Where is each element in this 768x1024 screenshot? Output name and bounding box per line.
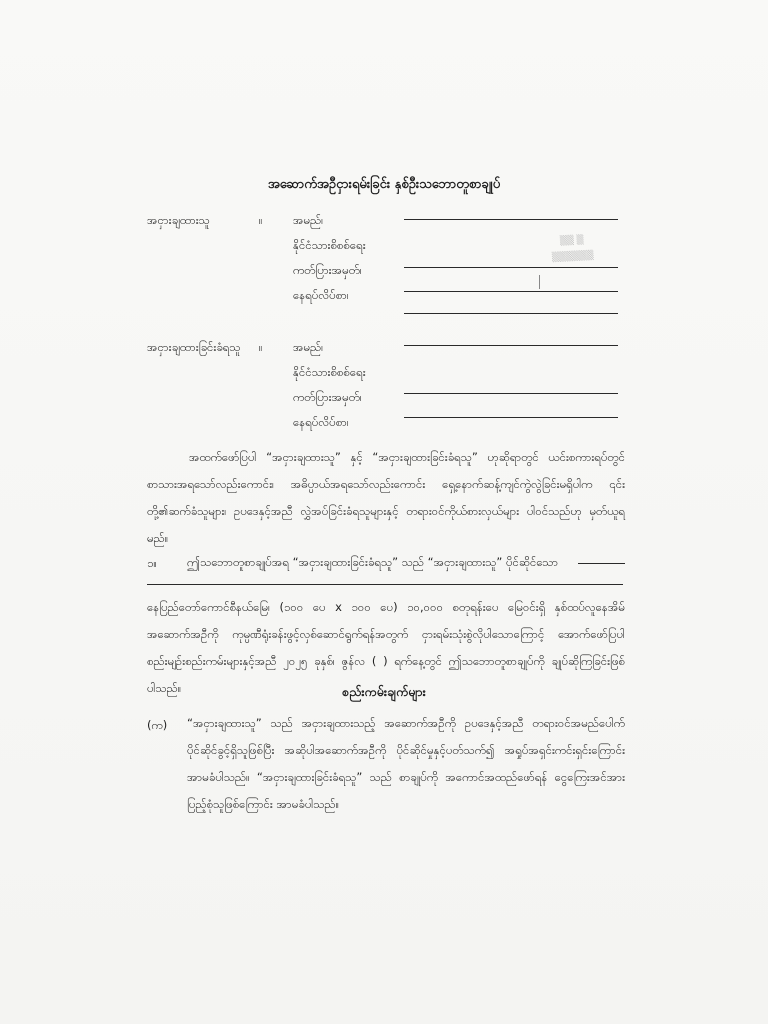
clause-1-first-line: ဤသဘောတူစာချုပ်အရ “အငှားချထားခြင်းခံရသူ” သည် “အငှားချထားသူ” ပိုင်ဆိုင်သော (187, 555, 559, 569)
lessor-card-blank (404, 267, 618, 268)
lessee-address-blank (404, 417, 618, 418)
bleed-through-mark: ▒▒ ▒ (559, 235, 584, 247)
lessor-role-label: အငှားချထားသူ (147, 213, 210, 227)
lessee-name-blank (404, 345, 618, 346)
lessor-address-blank-2 (404, 313, 618, 314)
lessee-nrc-label: နိုင်ငံသားစိစစ်ရေး (293, 365, 366, 379)
intro-paragraph: အထက်ဖော်ပြပါ “အငှားချထားသူ” နှင့် “အငှားချထားခြင်းခံရသူ” ဟုဆိုရာတွင် ယင်းစကားရပ်တွင် စာသားအရသော်လည်းကောင်း၊ အဓိပ္ပာယ်အရသော်လည်းကောင်း ရှေ့နောက်ဆန့်ကျင်ကွဲလွဲခြင်းမရှိပါက ၎င်းတို့၏ဆက်ခံသူများ၊ ဥပဒေနှင့်အညီ လွှဲအပ်ခြင်းခံရသူများနှင့် တရားဝင်ကိုယ်စားလှယ်များ ပါဝင်သည်ဟု မှတ်ယူရမည်။ (147, 450, 625, 545)
bleed-through-tick (539, 275, 540, 289)
lessor-card-label: ကတ်ပြားအမှတ်၊ (293, 263, 362, 277)
lessee-name-label: အမည်၊ (293, 340, 324, 354)
clause-1-fill-line (578, 563, 625, 564)
lessor-separator: ။ (259, 213, 263, 227)
clause-1-body: နေပြည်တော်ကောင်စီနယ်မြေ၊ (၁၀၀ ပေ x ၁၀၀ ပေ) ၁၀,၀၀၀ စတုရန်းပေ မြေဝင်းရှိ နှစ်ထပ်လူနေအိမ်အဆောက်အဦကို ကုမ္ပဏီရုံးခန်းဖွင့်လှစ်ဆောင်ရွက်ရန်အတွက် ငှားရမ်းသုံးစွဲလိုပါသောကြောင့် အောက်ဖော်ပြပါ စည်းမျဉ်းစည်းကမ်းများနှင့်အညီ ၂၀၂၅ ခုနှစ်၊ ဇွန်လ ( ) ရက်နေ့တွင် ဤသဘောတူစာချုပ်ကို ချုပ်ဆိုကြခြင်းဖြစ်ပါသည်။ (147, 600, 625, 695)
bleed-through-mark-2: ▒▒▒▒▒▒ (551, 250, 594, 264)
term-ka-number: (က) (147, 718, 168, 732)
lessee-role-label: အငှားချထားခြင်းခံရသူ (147, 340, 241, 354)
document-title: အဆောက်အဦငှားရမ်းခြင်း နှစ်ဦးသဘောတူစာချုပ် (267, 177, 501, 192)
lessee-card-label: ကတ်ပြားအမှတ်၊ (293, 390, 362, 404)
terms-heading: စည်းကမ်းချက်များ (342, 684, 426, 699)
lessor-address-blank (404, 291, 618, 292)
lessor-address-label: နေရပ်လိပ်စာ၊ (293, 288, 349, 302)
lessor-name-label: အမည်၊ (293, 213, 324, 227)
lessee-separator: ။ (259, 340, 263, 354)
lessee-address-label: နေရပ်လိပ်စာ၊ (293, 415, 349, 429)
term-ka-text: “အငှားချထားသူ” သည် အငှားချထားသည့် အဆောက်အဦကို ဥပဒေနှင့်အညီ တရားဝင်အမည်ပေါက်ပိုင်ဆိုင်ခွင့်ရှိသူဖြစ်ပြီး အဆိုပါအဆောက်အဦကို ပိုင်ဆိုင်မှုနှင့်ပတ်သက်၍ အရှုပ်အရှင်းကင်းရှင်းကြောင်း အာမခံပါသည်။ “အငှားချထားခြင်းခံရသူ” သည် စာချုပ်ကို အကောင်အထည်ဖော်ရန် ငွေကြေးအင်အား ပြည့်စုံသူဖြစ်ကြောင်း အာမခံပါသည်။ (187, 716, 625, 811)
lessee-card-blank (404, 393, 618, 394)
clause-1-blank-line (147, 584, 623, 585)
lessor-name-blank (404, 219, 618, 220)
clause-1-number: ၁။ (147, 556, 157, 570)
lessor-nrc-label: နိုင်ငံသားစိစစ်ရေး (293, 238, 366, 252)
